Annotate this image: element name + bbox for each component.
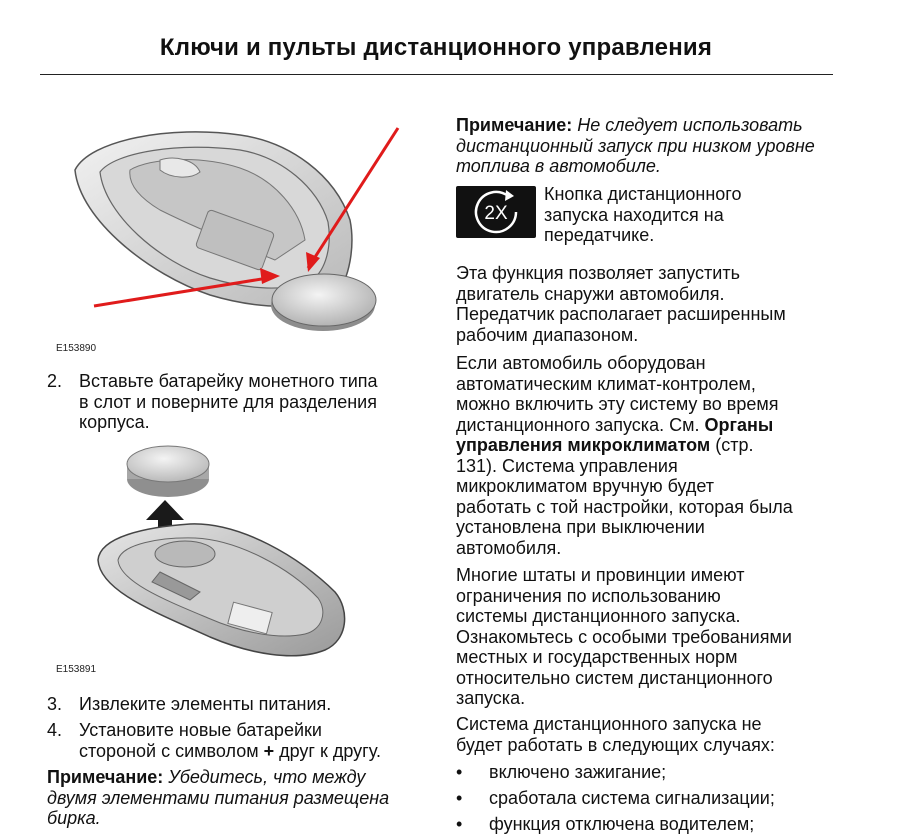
page-title: Ключи и пульты дистанционного управления: [159, 34, 713, 61]
step-number: 4.: [47, 720, 63, 740]
paragraph-line: относительно систем дистанционного: [456, 667, 773, 688]
remote-start-2x-icon: [456, 186, 536, 238]
step-3: [47, 694, 427, 715]
plus-symbol: +: [263, 740, 275, 761]
note-line: [456, 156, 841, 177]
note-text: топлива в автомобиле.: [456, 156, 661, 176]
note-text: двумя элементами питания размещена: [47, 787, 390, 808]
remote-start-icon-box: [456, 186, 536, 238]
paragraph-line: автоматическим климат-контролем,: [456, 373, 756, 394]
paragraph-line: запуска.: [456, 688, 526, 708]
list-item-text: функция отключена водителем;: [489, 814, 755, 834]
paragraph-line: автомобиля.: [456, 537, 562, 558]
paragraph-line: 131). Система управления: [456, 455, 678, 476]
step-number: 3.: [47, 694, 63, 714]
paragraph-line: ограничения по использованию: [456, 585, 721, 606]
link-climate-controls[interactable]: Органы: [704, 414, 774, 435]
paragraph-line: работать с той настройки, которая была: [456, 496, 793, 517]
step-text-fragment: стороной с символом: [79, 740, 264, 761]
step-text-fragment: друг к другу.: [274, 740, 381, 761]
paragraph-line: рабочим диапазоном.: [456, 324, 639, 345]
note-label: Примечание:: [47, 767, 164, 787]
note-text: Не следует использовать: [572, 115, 803, 135]
icon-label: 2X: [484, 203, 508, 224]
step-line: Установите новые батарейки: [79, 720, 322, 740]
figure-key-fob-open: [50, 100, 420, 345]
step-4: [47, 720, 437, 762]
note-line: [47, 808, 437, 829]
caption-line: передатчике.: [544, 225, 655, 245]
paragraph-line: Если автомобиль оборудован: [456, 353, 706, 373]
step-text: [79, 371, 378, 433]
step-line: [79, 741, 381, 762]
note-text: Убедитесь, что между: [163, 767, 366, 787]
note-text: бирка.: [47, 808, 101, 828]
paragraph-line: Система дистанционного запуска не: [456, 714, 762, 734]
paragraph-line: Многие штаты и провинции имеют: [456, 565, 745, 585]
step-line: в слот и поверните для разделения: [79, 391, 377, 412]
bullet-icon: •: [456, 814, 463, 834]
paragraph-line: Передатчик располагает расширенным: [456, 304, 786, 324]
note-line: [456, 115, 841, 136]
paragraph-line: [456, 415, 846, 436]
title-divider: [40, 74, 833, 75]
paragraph-line: можно включить эту систему во время: [456, 394, 779, 414]
step-line: корпуса.: [79, 412, 150, 432]
paragraph-regulations: [456, 565, 846, 709]
caption-line: запуска находится на: [544, 204, 724, 225]
paragraph-climate-control: [456, 353, 846, 558]
step-2: [47, 371, 427, 433]
note-label: Примечание:: [456, 115, 573, 135]
paragraph-line: Ознакомьтесь с особыми требованиями: [456, 626, 792, 647]
note-low-fuel: [456, 115, 841, 177]
figure-code: E153891: [56, 664, 97, 675]
bullet-icon: •: [456, 788, 463, 808]
paragraph-text: (стр.: [710, 435, 754, 455]
paragraph-line: микроклиматом вручную будет: [456, 476, 715, 496]
note-line: [456, 136, 841, 157]
paragraph-line: установлена при выключении: [456, 517, 705, 537]
paragraph-remote-start: [456, 263, 846, 345]
icon-caption: [544, 184, 834, 246]
paragraph-conditions: [456, 714, 846, 755]
paragraph-text: дистанционного запуска. См.: [456, 414, 705, 435]
note-text: дистанционный запуск при низком уровне: [456, 135, 815, 156]
figure-code: E153890: [56, 343, 97, 354]
list-item-text: сработала система сигнализации;: [489, 788, 775, 808]
bullet-icon: •: [456, 762, 463, 782]
paragraph-line: Эта функция позволяет запустить: [456, 263, 740, 283]
step-number: 2.: [47, 371, 63, 391]
note-battery-label: [47, 767, 437, 829]
list-item: [456, 814, 836, 835]
list-item-text: включено зажигание;: [489, 762, 667, 782]
note-line: [47, 788, 437, 809]
paragraph-line: будет работать в следующих случаях:: [456, 734, 775, 755]
step-text: Извлеките элементы питания.: [79, 694, 332, 714]
paragraph-line: местных и государственных норм: [456, 647, 738, 667]
step-text: [79, 720, 381, 761]
caption-line: Кнопка дистанционного: [544, 184, 742, 204]
note-line: [47, 767, 437, 788]
list-item: [456, 788, 836, 809]
paragraph-line: [456, 435, 846, 456]
step-line: Вставьте батарейку монетного типа: [79, 371, 378, 391]
list-item: [456, 762, 836, 783]
figure-battery-removal: [90, 442, 360, 667]
paragraph-line: двигатель снаружи автомобиля.: [456, 283, 725, 304]
link-climate-controls[interactable]: управления микроклиматом: [456, 435, 711, 455]
paragraph-line: системы дистанционного запуска.: [456, 606, 741, 626]
